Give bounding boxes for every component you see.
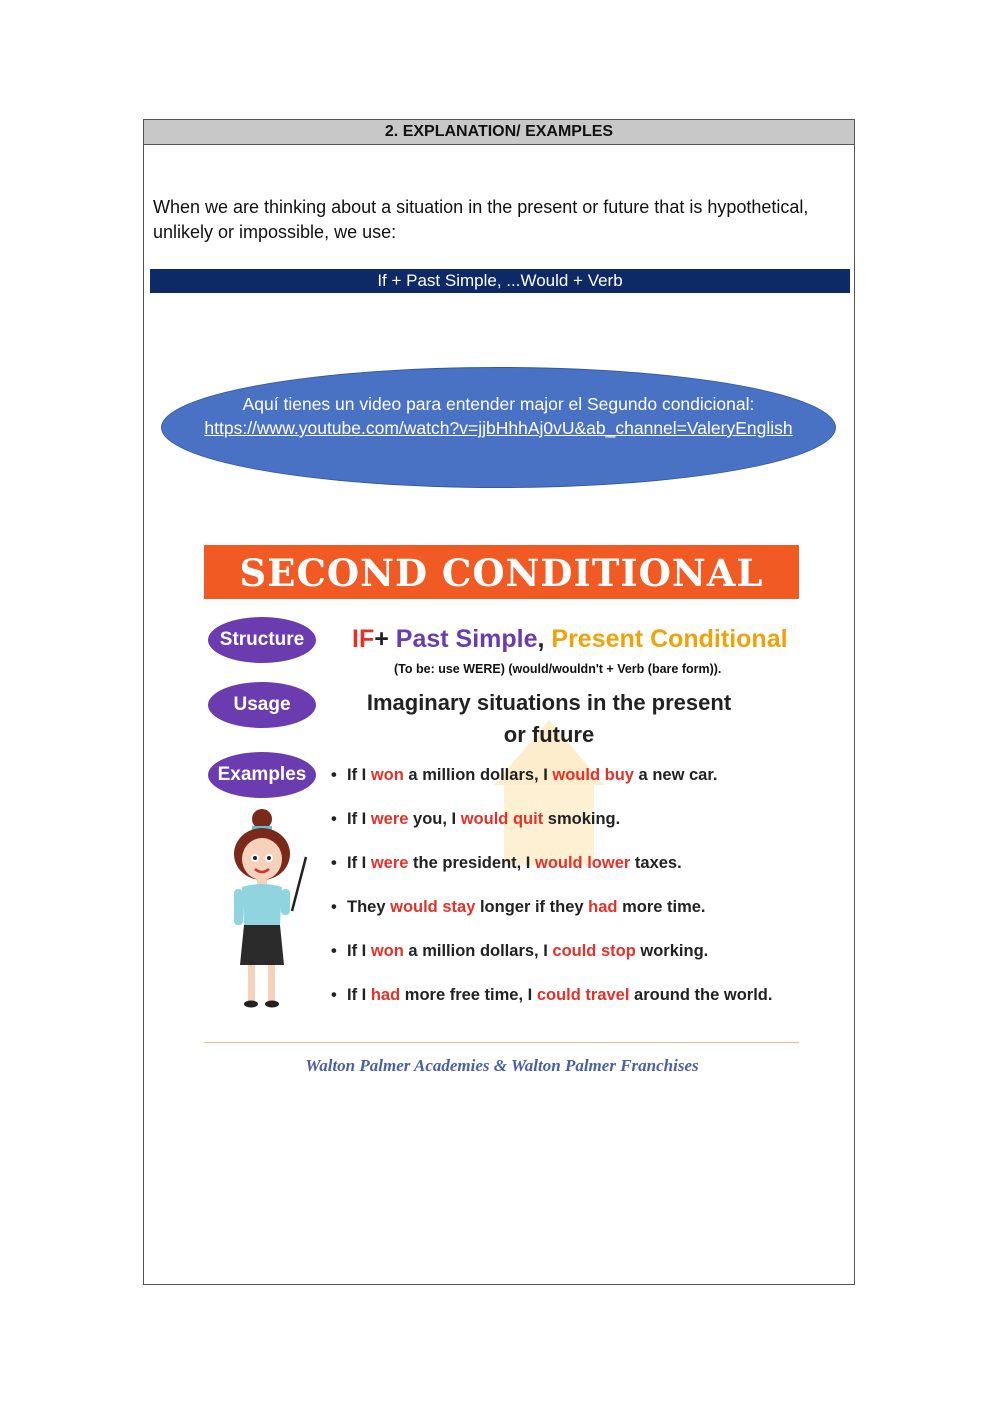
bullet-icon: •	[331, 810, 337, 828]
explanation-section	[143, 119, 855, 1285]
example-highlight: would buy	[552, 766, 634, 784]
structure-past: Past Simple	[395, 625, 538, 653]
example-text: a million dollars, I	[403, 942, 553, 960]
video-callout	[161, 367, 836, 488]
example-text: They	[347, 898, 391, 916]
structure-present: Present Conditional	[551, 625, 788, 653]
example-text: you, I	[408, 810, 461, 828]
example-text: If I	[347, 942, 371, 960]
bullet-icon: •	[331, 766, 337, 784]
structure-note: (To be: use WERE) (would/wouldn't + Verb (bare form)).	[394, 662, 722, 676]
example-text: If I	[347, 986, 371, 1004]
example-highlight: could travel	[536, 986, 630, 1004]
example-text: If I	[347, 766, 371, 784]
example-text: taxes.	[630, 854, 682, 872]
example-text: If I	[347, 810, 371, 828]
example-highlight: were	[370, 854, 409, 872]
example-item	[331, 765, 772, 809]
example-text: If I	[347, 854, 371, 872]
example-text: the president, I	[408, 854, 535, 872]
example-text: around the world.	[629, 986, 773, 1004]
teacher-illustration	[224, 807, 324, 1012]
bullet-icon: •	[331, 942, 337, 960]
example-text: longer if they	[475, 898, 589, 916]
structure-comma: ,	[537, 625, 552, 653]
example-text: more free time, I	[400, 986, 537, 1004]
example-text: smoking.	[543, 810, 621, 828]
structure-label: Structure	[208, 617, 316, 663]
example-item	[331, 809, 772, 853]
example-highlight: had	[370, 986, 401, 1004]
structure-plus: +	[374, 625, 396, 653]
example-highlight: would lower	[534, 854, 631, 872]
example-item	[331, 985, 772, 1029]
bullet-icon: •	[331, 986, 337, 1004]
second-conditional-infographic	[204, 545, 800, 1045]
example-highlight: would stay	[390, 898, 476, 916]
infographic-credit: Walton Palmer Academies & Walton Palmer Franchises	[305, 1056, 699, 1075]
structure-if: IF	[352, 625, 375, 653]
example-text: more time.	[617, 898, 706, 916]
bullet-icon: •	[331, 898, 337, 916]
structure-formula	[352, 625, 788, 654]
example-highlight: had	[588, 898, 618, 916]
video-description: Aquí tienes un video para entender major el Segundo condicional:	[242, 394, 755, 414]
example-highlight: were	[370, 810, 409, 828]
example-item	[331, 853, 772, 897]
infographic-title: SECOND CONDITIONAL	[204, 545, 799, 599]
example-highlight: won	[370, 942, 404, 960]
example-text: a million dollars, I	[403, 766, 553, 784]
example-item	[331, 941, 772, 985]
formula-bar: If + Past Simple, ...Would + Verb	[150, 269, 850, 293]
usage-label: Usage	[208, 682, 316, 728]
example-highlight: would quit	[460, 810, 544, 828]
example-highlight: could stop	[552, 942, 636, 960]
example-item	[331, 897, 772, 941]
usage-text: Imaginary situations in the present or future	[366, 690, 732, 747]
examples-label: Examples	[208, 752, 316, 798]
section-header: 2. EXPLANATION/ EXAMPLES	[144, 120, 854, 145]
video-callout-text	[162, 392, 835, 440]
example-text: working.	[635, 942, 709, 960]
intro-paragraph: When we are thinking about a situation in the present or future that is hypothetical, unlikely or impossible, we use:	[153, 197, 809, 242]
examples-list	[331, 765, 772, 1029]
example-highlight: won	[370, 766, 404, 784]
infographic-divider	[204, 1042, 799, 1043]
video-link[interactable]: https://www.youtube.com/watch?v=jjbHhhAj0vU&ab_channel=ValeryEnglish	[204, 418, 793, 438]
example-text: a new car.	[633, 766, 718, 784]
bullet-icon: •	[331, 854, 337, 872]
